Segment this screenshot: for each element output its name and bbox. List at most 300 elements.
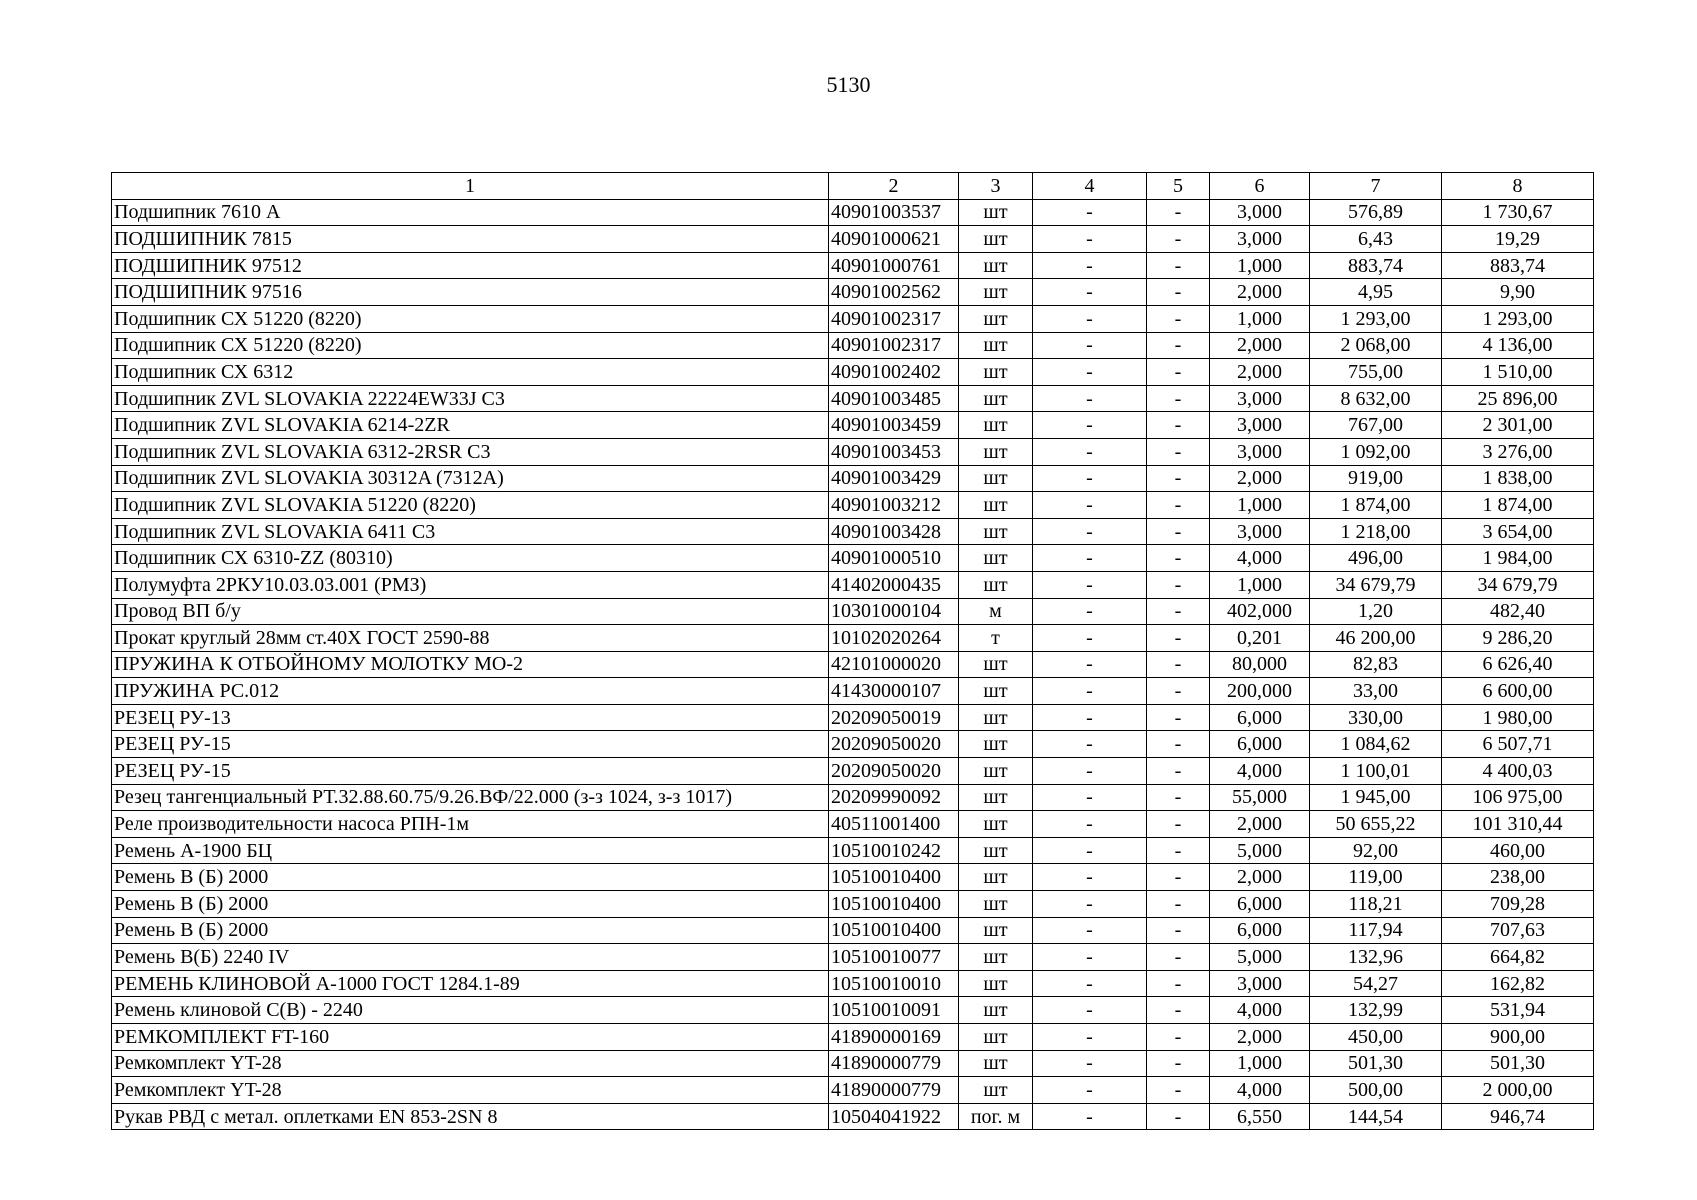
table-row	[112, 1103, 1594, 1130]
table-row	[112, 758, 1594, 785]
cell-col5: -	[1147, 784, 1210, 811]
cell-col5: -	[1147, 598, 1210, 625]
cell-price: 132,96	[1310, 944, 1442, 971]
cell-col4: -	[1033, 305, 1147, 332]
cell-price: 8 632,00	[1310, 385, 1442, 412]
cell-name: Ремкомплект YT-28	[112, 1050, 829, 1077]
cell-unit: шт	[959, 917, 1033, 944]
cell-col5: -	[1147, 438, 1210, 465]
cell-unit: шт	[959, 252, 1033, 279]
cell-total: 25 896,00	[1442, 385, 1594, 412]
cell-unit: шт	[959, 226, 1033, 253]
cell-col4: -	[1033, 651, 1147, 678]
cell-price: 1 092,00	[1310, 438, 1442, 465]
cell-total: 1 730,67	[1442, 199, 1594, 226]
cell-unit: шт	[959, 1024, 1033, 1051]
cell-col4: -	[1033, 1103, 1147, 1130]
cell-quantity: 1,000	[1210, 1050, 1310, 1077]
cell-total: 1 980,00	[1442, 704, 1594, 731]
cell-col4: -	[1033, 758, 1147, 785]
cell-col4: -	[1033, 1077, 1147, 1104]
cell-col4: -	[1033, 199, 1147, 226]
table-row	[112, 305, 1594, 332]
cell-total: 6 507,71	[1442, 731, 1594, 758]
cell-code: 10510010400	[829, 891, 959, 918]
cell-col5: -	[1147, 864, 1210, 891]
cell-name: Ремень А-1900 БЦ	[112, 837, 829, 864]
cell-unit: шт	[959, 279, 1033, 306]
cell-quantity: 2,000	[1210, 465, 1310, 492]
cell-quantity: 402,000	[1210, 598, 1310, 625]
cell-total: 101 310,44	[1442, 811, 1594, 838]
cell-col5: -	[1147, 731, 1210, 758]
cell-unit: шт	[959, 731, 1033, 758]
cell-total: 3 654,00	[1442, 518, 1594, 545]
cell-quantity: 2,000	[1210, 279, 1310, 306]
cell-code: 10510010242	[829, 837, 959, 864]
cell-name: Подшипник СХ 6310-ZZ (80310)	[112, 545, 829, 572]
cell-unit: шт	[959, 651, 1033, 678]
table-row	[112, 917, 1594, 944]
cell-total: 9,90	[1442, 279, 1594, 306]
cell-total: 946,74	[1442, 1103, 1594, 1130]
cell-col5: -	[1147, 625, 1210, 652]
cell-code: 41890000169	[829, 1024, 959, 1051]
cell-name: ПРУЖИНА РС.012	[112, 678, 829, 705]
cell-name: ПОДШИПНИК 97516	[112, 279, 829, 306]
cell-code: 40901003453	[829, 438, 959, 465]
cell-col5: -	[1147, 944, 1210, 971]
cell-col4: -	[1033, 837, 1147, 864]
cell-code: 10510010400	[829, 864, 959, 891]
table-row	[112, 226, 1594, 253]
cell-total: 6 626,40	[1442, 651, 1594, 678]
cell-name: Подшипник СХ 51220 (8220)	[112, 332, 829, 359]
cell-unit: шт	[959, 944, 1033, 971]
table-row	[112, 438, 1594, 465]
cell-col4: -	[1033, 492, 1147, 519]
cell-unit: шт	[959, 465, 1033, 492]
cell-quantity: 6,550	[1210, 1103, 1310, 1130]
cell-quantity: 4,000	[1210, 545, 1310, 572]
table-row	[112, 944, 1594, 971]
cell-total: 1 510,00	[1442, 359, 1594, 386]
table-row	[112, 625, 1594, 652]
cell-quantity: 6,000	[1210, 704, 1310, 731]
cell-total: 707,63	[1442, 917, 1594, 944]
cell-col5: -	[1147, 1077, 1210, 1104]
cell-col5: -	[1147, 571, 1210, 598]
cell-quantity: 6,000	[1210, 731, 1310, 758]
cell-col4: -	[1033, 279, 1147, 306]
cell-col5: -	[1147, 465, 1210, 492]
table-row	[112, 731, 1594, 758]
cell-name: Подшипник ZVL SLOVAKIA 6312-2RSR C3	[112, 438, 829, 465]
cell-name: ПОДШИПНИК 97512	[112, 252, 829, 279]
cell-quantity: 1,000	[1210, 492, 1310, 519]
cell-total: 34 679,79	[1442, 571, 1594, 598]
cell-name: Резец тангенциальный РТ.32.88.60.75/9.26.ВФ/22.000 (з-з 1024, з-з 1017)	[112, 784, 829, 811]
cell-quantity: 1,000	[1210, 305, 1310, 332]
cell-name: Подшипник ZVL SLOVAKIA 51220 (8220)	[112, 492, 829, 519]
cell-name: Подшипник ZVL SLOVAKIA 6214-2ZR	[112, 412, 829, 439]
table-row	[112, 518, 1594, 545]
cell-col5: -	[1147, 651, 1210, 678]
cell-unit: шт	[959, 571, 1033, 598]
cell-price: 144,54	[1310, 1103, 1442, 1130]
cell-unit: шт	[959, 997, 1033, 1024]
cell-unit: шт	[959, 359, 1033, 386]
cell-col5: -	[1147, 917, 1210, 944]
cell-code: 41402000435	[829, 571, 959, 598]
cell-total: 2 000,00	[1442, 1077, 1594, 1104]
cell-col4: -	[1033, 1050, 1147, 1077]
cell-quantity: 1,000	[1210, 252, 1310, 279]
cell-quantity: 2,000	[1210, 1024, 1310, 1051]
cell-code: 40901002317	[829, 332, 959, 359]
cell-quantity: 2,000	[1210, 332, 1310, 359]
cell-total: 1 293,00	[1442, 305, 1594, 332]
cell-col5: -	[1147, 970, 1210, 997]
cell-unit: м	[959, 598, 1033, 625]
cell-code: 40511001400	[829, 811, 959, 838]
cell-col4: -	[1033, 465, 1147, 492]
cell-name: Подшипник СХ 51220 (8220)	[112, 305, 829, 332]
cell-price: 2 068,00	[1310, 332, 1442, 359]
cell-price: 576,89	[1310, 199, 1442, 226]
cell-unit: шт	[959, 199, 1033, 226]
cell-col5: -	[1147, 1103, 1210, 1130]
cell-name: Подшипник ZVL SLOVAKIA 22224EW33J C3	[112, 385, 829, 412]
cell-quantity: 4,000	[1210, 1077, 1310, 1104]
cell-price: 33,00	[1310, 678, 1442, 705]
cell-price: 1 084,62	[1310, 731, 1442, 758]
cell-unit: шт	[959, 492, 1033, 519]
cell-col4: -	[1033, 917, 1147, 944]
cell-price: 767,00	[1310, 412, 1442, 439]
cell-code: 20209050020	[829, 731, 959, 758]
cell-price: 4,95	[1310, 279, 1442, 306]
cell-price: 1,20	[1310, 598, 1442, 625]
cell-col5: -	[1147, 305, 1210, 332]
cell-unit: шт	[959, 305, 1033, 332]
cell-unit: шт	[959, 385, 1033, 412]
cell-total: 531,94	[1442, 997, 1594, 1024]
cell-code: 40901000761	[829, 252, 959, 279]
table-row	[112, 571, 1594, 598]
cell-quantity: 80,000	[1210, 651, 1310, 678]
cell-total: 4 136,00	[1442, 332, 1594, 359]
cell-price: 92,00	[1310, 837, 1442, 864]
cell-quantity: 3,000	[1210, 518, 1310, 545]
cell-quantity: 6,000	[1210, 917, 1310, 944]
cell-quantity: 3,000	[1210, 412, 1310, 439]
cell-name: Ремень В (Б) 2000	[112, 891, 829, 918]
cell-col5: -	[1147, 1050, 1210, 1077]
cell-col5: -	[1147, 678, 1210, 705]
cell-col5: -	[1147, 279, 1210, 306]
cell-price: 50 655,22	[1310, 811, 1442, 838]
cell-col5: -	[1147, 1024, 1210, 1051]
cell-name: ПРУЖИНА К ОТБОЙНОМУ МОЛОТКУ МО-2	[112, 651, 829, 678]
table-row	[112, 970, 1594, 997]
cell-code: 10102020264	[829, 625, 959, 652]
cell-code: 40901003212	[829, 492, 959, 519]
cell-price: 501,30	[1310, 1050, 1442, 1077]
cell-total: 4 400,03	[1442, 758, 1594, 785]
column-header-6: 6	[1210, 173, 1310, 200]
cell-price: 1 945,00	[1310, 784, 1442, 811]
cell-code: 10510010077	[829, 944, 959, 971]
cell-col5: -	[1147, 758, 1210, 785]
cell-total: 1 984,00	[1442, 545, 1594, 572]
cell-code: 40901003485	[829, 385, 959, 412]
cell-col5: -	[1147, 518, 1210, 545]
table-row	[112, 465, 1594, 492]
cell-quantity: 2,000	[1210, 359, 1310, 386]
cell-total: 460,00	[1442, 837, 1594, 864]
cell-price: 118,21	[1310, 891, 1442, 918]
cell-code: 41890000779	[829, 1077, 959, 1104]
cell-code: 41430000107	[829, 678, 959, 705]
cell-price: 6,43	[1310, 226, 1442, 253]
cell-total: 106 975,00	[1442, 784, 1594, 811]
cell-name: Подшипник 7610 А	[112, 199, 829, 226]
cell-name: Реле производительности насоса РПН-1м	[112, 811, 829, 838]
table-row	[112, 1050, 1594, 1077]
cell-col5: -	[1147, 199, 1210, 226]
column-header-1: 1	[112, 173, 829, 200]
cell-quantity: 4,000	[1210, 997, 1310, 1024]
cell-code: 10510010400	[829, 917, 959, 944]
cell-name: Ремень В (Б) 2000	[112, 917, 829, 944]
cell-price: 34 679,79	[1310, 571, 1442, 598]
cell-col5: -	[1147, 545, 1210, 572]
cell-price: 496,00	[1310, 545, 1442, 572]
cell-col4: -	[1033, 864, 1147, 891]
cell-quantity: 6,000	[1210, 891, 1310, 918]
cell-col4: -	[1033, 545, 1147, 572]
table-header-row	[112, 173, 1594, 200]
cell-total: 664,82	[1442, 944, 1594, 971]
column-header-3: 3	[959, 173, 1033, 200]
cell-col4: -	[1033, 598, 1147, 625]
cell-name: Полумуфта 2РКУ10.03.03.001 (РМЗ)	[112, 571, 829, 598]
cell-quantity: 1,000	[1210, 571, 1310, 598]
cell-total: 883,74	[1442, 252, 1594, 279]
cell-col4: -	[1033, 1024, 1147, 1051]
cell-name: Ремень В (Б) 2000	[112, 864, 829, 891]
cell-price: 132,99	[1310, 997, 1442, 1024]
cell-code: 40901002562	[829, 279, 959, 306]
cell-name: ПОДШИПНИК 7815	[112, 226, 829, 253]
table-row	[112, 1077, 1594, 1104]
column-header-4: 4	[1033, 173, 1147, 200]
cell-name: РЕЗЕЦ РУ-13	[112, 704, 829, 731]
cell-total: 900,00	[1442, 1024, 1594, 1051]
cell-price: 450,00	[1310, 1024, 1442, 1051]
cell-total: 501,30	[1442, 1050, 1594, 1077]
cell-col5: -	[1147, 492, 1210, 519]
cell-name: Ремень В(Б) 2240 IV	[112, 944, 829, 971]
column-header-2: 2	[829, 173, 959, 200]
cell-col5: -	[1147, 412, 1210, 439]
table-row	[112, 811, 1594, 838]
cell-unit: шт	[959, 438, 1033, 465]
table-row	[112, 252, 1594, 279]
cell-total: 238,00	[1442, 864, 1594, 891]
cell-name: Ремень клиновой С(В) - 2240	[112, 997, 829, 1024]
cell-code: 40901000510	[829, 545, 959, 572]
cell-name: Подшипник ZVL SLOVAKIA 6411 C3	[112, 518, 829, 545]
table-row	[112, 412, 1594, 439]
cell-col4: -	[1033, 731, 1147, 758]
cell-code: 42101000020	[829, 651, 959, 678]
cell-code: 10301000104	[829, 598, 959, 625]
column-header-7: 7	[1310, 173, 1442, 200]
cell-name: Прокат круглый 28мм ст.40Х ГОСТ 2590-88	[112, 625, 829, 652]
cell-price: 755,00	[1310, 359, 1442, 386]
cell-quantity: 2,000	[1210, 811, 1310, 838]
cell-price: 1 100,01	[1310, 758, 1442, 785]
cell-code: 20209050019	[829, 704, 959, 731]
cell-col4: -	[1033, 678, 1147, 705]
table-row	[112, 492, 1594, 519]
table-row	[112, 678, 1594, 705]
cell-name: Рукав РВД с метал. оплетками EN 853-2SN 8	[112, 1103, 829, 1130]
cell-price: 1 874,00	[1310, 492, 1442, 519]
cell-unit: шт	[959, 784, 1033, 811]
cell-quantity: 5,000	[1210, 837, 1310, 864]
cell-col5: -	[1147, 997, 1210, 1024]
table-row	[112, 784, 1594, 811]
cell-unit: шт	[959, 1077, 1033, 1104]
cell-col4: -	[1033, 385, 1147, 412]
cell-col4: -	[1033, 518, 1147, 545]
cell-quantity: 5,000	[1210, 944, 1310, 971]
cell-code: 10510010091	[829, 997, 959, 1024]
cell-col5: -	[1147, 226, 1210, 253]
cell-col5: -	[1147, 252, 1210, 279]
cell-unit: шт	[959, 970, 1033, 997]
cell-code: 20209990092	[829, 784, 959, 811]
cell-total: 6 600,00	[1442, 678, 1594, 705]
cell-quantity: 4,000	[1210, 758, 1310, 785]
cell-unit: шт	[959, 837, 1033, 864]
cell-unit: шт	[959, 412, 1033, 439]
cell-quantity: 2,000	[1210, 864, 1310, 891]
cell-price: 919,00	[1310, 465, 1442, 492]
cell-col4: -	[1033, 226, 1147, 253]
cell-code: 40901002317	[829, 305, 959, 332]
table-row	[112, 359, 1594, 386]
cell-name: Подшипник ZVL SLOVAKIA 30312A (7312A)	[112, 465, 829, 492]
cell-code: 10510010010	[829, 970, 959, 997]
table-row	[112, 545, 1594, 572]
table-row	[112, 891, 1594, 918]
cell-quantity: 3,000	[1210, 438, 1310, 465]
cell-unit: шт	[959, 332, 1033, 359]
cell-name: Подшипник СХ 6312	[112, 359, 829, 386]
page-number: 5130	[826, 72, 871, 97]
cell-name: Провод ВП б/у	[112, 598, 829, 625]
cell-code: 40901003537	[829, 199, 959, 226]
cell-name: РЕЗЕЦ РУ-15	[112, 758, 829, 785]
cell-total: 19,29	[1442, 226, 1594, 253]
cell-total: 162,82	[1442, 970, 1594, 997]
cell-unit: шт	[959, 545, 1033, 572]
table-row	[112, 598, 1594, 625]
cell-unit: т	[959, 625, 1033, 652]
cell-unit: шт	[959, 811, 1033, 838]
cell-col4: -	[1033, 997, 1147, 1024]
cell-col4: -	[1033, 944, 1147, 971]
cell-code: 10504041922	[829, 1103, 959, 1130]
cell-price: 883,74	[1310, 252, 1442, 279]
cell-col4: -	[1033, 571, 1147, 598]
cell-code: 40901000621	[829, 226, 959, 253]
cell-unit: шт	[959, 1050, 1033, 1077]
cell-price: 117,94	[1310, 917, 1442, 944]
cell-code: 40901003428	[829, 518, 959, 545]
cell-quantity: 200,000	[1210, 678, 1310, 705]
cell-col5: -	[1147, 837, 1210, 864]
cell-col4: -	[1033, 811, 1147, 838]
cell-price: 1 218,00	[1310, 518, 1442, 545]
cell-col4: -	[1033, 412, 1147, 439]
cell-col4: -	[1033, 784, 1147, 811]
table-row	[112, 837, 1594, 864]
cell-code: 40901003429	[829, 465, 959, 492]
table-row	[112, 651, 1594, 678]
cell-col4: -	[1033, 891, 1147, 918]
cell-price: 1 293,00	[1310, 305, 1442, 332]
cell-quantity: 3,000	[1210, 199, 1310, 226]
column-header-5: 5	[1147, 173, 1210, 200]
cell-quantity: 3,000	[1210, 970, 1310, 997]
cell-total: 9 286,20	[1442, 625, 1594, 652]
cell-quantity: 55,000	[1210, 784, 1310, 811]
cell-code: 20209050020	[829, 758, 959, 785]
cell-unit: шт	[959, 704, 1033, 731]
cell-col5: -	[1147, 385, 1210, 412]
table-body	[112, 199, 1594, 1130]
table-row	[112, 704, 1594, 731]
cell-col4: -	[1033, 970, 1147, 997]
cell-price: 54,27	[1310, 970, 1442, 997]
cell-col4: -	[1033, 252, 1147, 279]
cell-price: 330,00	[1310, 704, 1442, 731]
cell-name: РЕМКОМПЛЕКТ FT-160	[112, 1024, 829, 1051]
table-row	[112, 385, 1594, 412]
table-row	[112, 997, 1594, 1024]
cell-unit: шт	[959, 678, 1033, 705]
cell-total: 2 301,00	[1442, 412, 1594, 439]
column-header-8: 8	[1442, 173, 1594, 200]
cell-col4: -	[1033, 704, 1147, 731]
cell-unit: шт	[959, 758, 1033, 785]
cell-total: 1 838,00	[1442, 465, 1594, 492]
table-row	[112, 332, 1594, 359]
cell-quantity: 0,201	[1210, 625, 1310, 652]
cell-total: 3 276,00	[1442, 438, 1594, 465]
table-row	[112, 199, 1594, 226]
cell-unit: шт	[959, 864, 1033, 891]
cell-code: 41890000779	[829, 1050, 959, 1077]
table-row	[112, 1024, 1594, 1051]
cell-col4: -	[1033, 332, 1147, 359]
cell-unit: шт	[959, 891, 1033, 918]
